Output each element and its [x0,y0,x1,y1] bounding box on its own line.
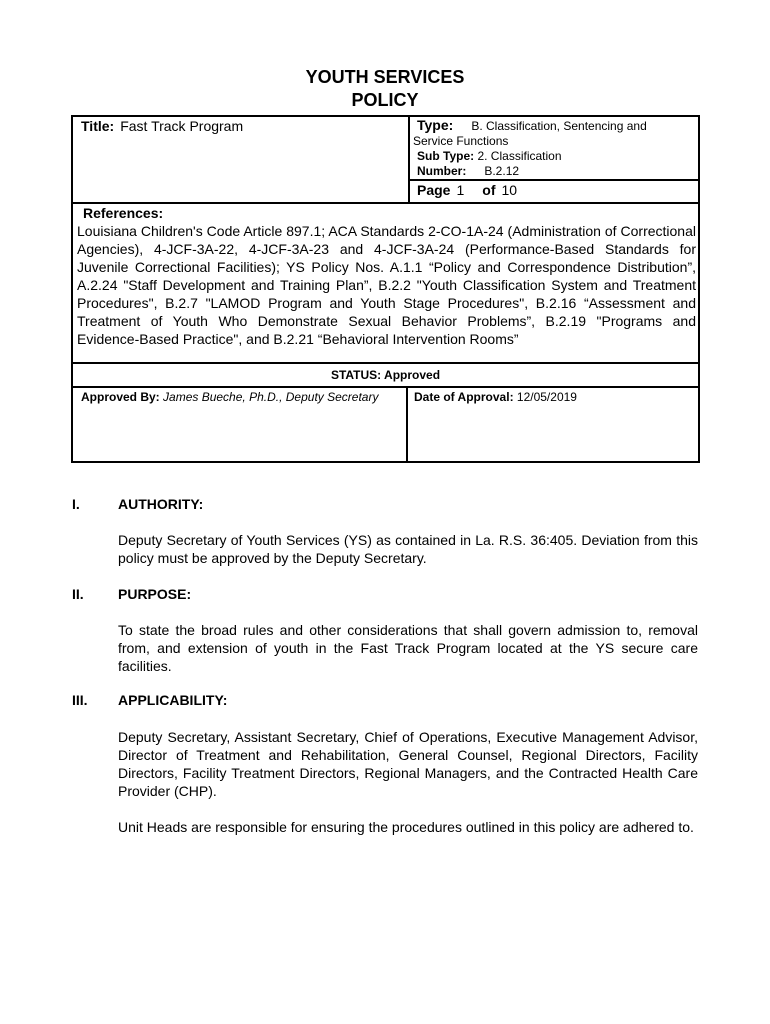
of-label: of [482,182,496,198]
approved-by-cell [73,388,406,461]
subtype-label: Sub Type: [417,149,475,163]
approved-by-value: James Bueche, Ph.D., Deputy Secretary [163,390,379,404]
number-label: Number: [417,164,467,178]
section-heading: AUTHORITY: [118,496,204,512]
number-value: B.2.12 [484,164,520,178]
references-text: Louisiana Children's Code Article 897.1; ACA Standards 2-CO-1A-24 (Administration of Correctional Agencies), 4-JCF-3A-22, 4-JCF-3A-23 and 4-JCF-3A-24 (Performance-Based Standards for Juvenile Correctional Facilities); YS Policy Nos. A.1.1 “Policy and Correspondence Distribution”, A.2.24 "Staff Development and Training Plan”, B.2.2 "Youth Classification System and Treatment Procedures", B.2.7 "LAMOD Program and Youth Stage Procedures", B.2.16 “Assessment and Treatment of Youth Who Demonstrate Sexual Behavior Problems”, B.2.19 "Programs and Evidence-Based Practice", and B.2.21 “Behavioral Intervention Rooms” [77,223,696,347]
subtype-value: 2. Classification [477,149,562,163]
type-value-line1: B. Classification, Sentencing and [471,119,647,133]
page-title-line2: POLICY [351,90,419,110]
section-number: III. [72,692,88,708]
date-of-approval-cell [408,388,698,461]
page-number: 1 [456,182,465,198]
page-label: Page [417,182,451,198]
page-cell [410,181,698,202]
type-label: Type: [417,117,454,133]
section-paragraph: Deputy Secretary of Youth Services (YS) as contained in La. R.S. 36:405. Deviation from this policy must be approved by the Deputy Secretary. [118,532,698,566]
title-value: Fast Track Program [120,118,244,134]
section-paragraph: To state the broad rules and other considerations that shall govern admission to, removal from, and extension of youth in the Fast Track Program located at the YS secure care facilities. [118,622,698,674]
title-label: Title: [81,118,115,134]
title-cell [73,117,408,202]
section-paragraph: Deputy Secretary, Assistant Secretary, Chief of Operations, Executive Management Advisor, Director of Treatment and Rehabilitation, General Counsel, Regional Directors, Facility Directors, Facility Treatment Directors, Regional Managers, and the Contracted Health Care Provider (CHP). [118,729,698,799]
policy-header-table [71,115,700,463]
status-badge: STATUS: Approved [330,368,441,382]
references-cell [73,204,698,361]
status-cell [73,364,698,386]
type-value-line2: Service Functions [413,134,509,148]
references-label: References: [83,205,164,221]
approved-by-label: Approved By: [81,390,160,404]
section-number: II. [72,586,84,602]
page-total: 10 [501,182,518,198]
page-title [0,66,770,112]
section-heading: APPLICABILITY: [118,692,228,708]
date-label: Date of Approval: [414,390,514,404]
type-cell [410,117,698,179]
page-title-line1: YOUTH SERVICES [305,67,465,87]
section-number: I. [72,496,80,512]
section-paragraph: Unit Heads are responsible for ensuring the procedures outlined in this policy are adhered to. [118,819,694,835]
date-value: 12/05/2019 [516,390,577,404]
section-heading: PURPOSE: [118,586,192,602]
